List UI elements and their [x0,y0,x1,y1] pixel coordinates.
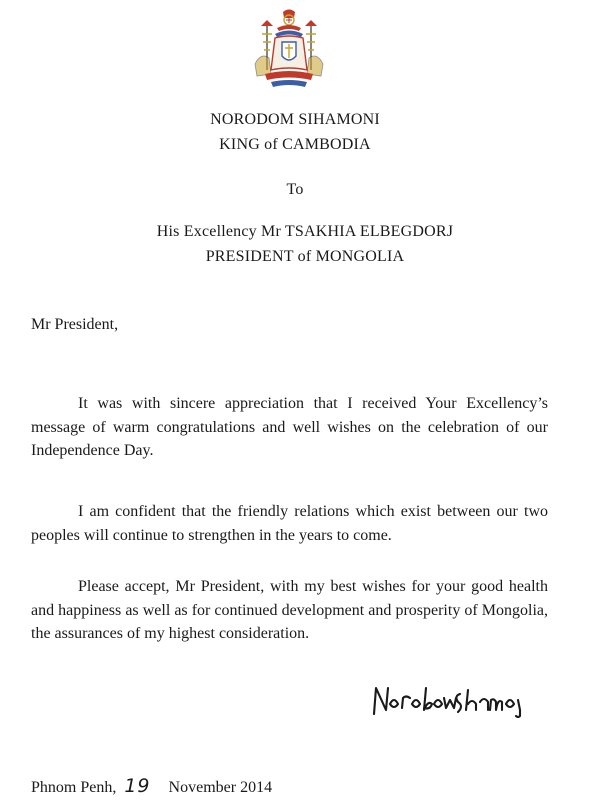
to-label: To [286,181,304,198]
recipient-name: His Excellency Mr TSAKHIA ELBEGDORJ [156,223,454,240]
sender-name: NORODOM SIHAMONI [210,111,380,128]
body-paragraph: It was with sincere appreciation that I received Your Excellency’s message of warm congratulations and well wishes on the celebration of our Independence Day. [31,395,548,459]
recipient-title: PRESIDENT of MONGOLIA [205,248,405,265]
place: Phnom Penh, [31,779,117,796]
month-year: November 2014 [168,779,273,796]
sender-title: KING of CAMBODIA [219,136,371,153]
signature [370,680,525,718]
salutation: Mr President, [31,316,119,333]
handwritten-day: 19 [124,775,151,797]
body-paragraph: Please accept, Mr President, with my best wishes for your good health and happiness as well as for continued development and prosperity of Mongolia, the assurances of my highest consideration. [31,578,548,642]
date-line [31,775,272,797]
royal-arms-of-cambodia-icon [247,8,331,92]
body-paragraph: I am confident that the friendly relations which exist between our two peoples will continue to strengthen in the years to come. [31,503,548,544]
